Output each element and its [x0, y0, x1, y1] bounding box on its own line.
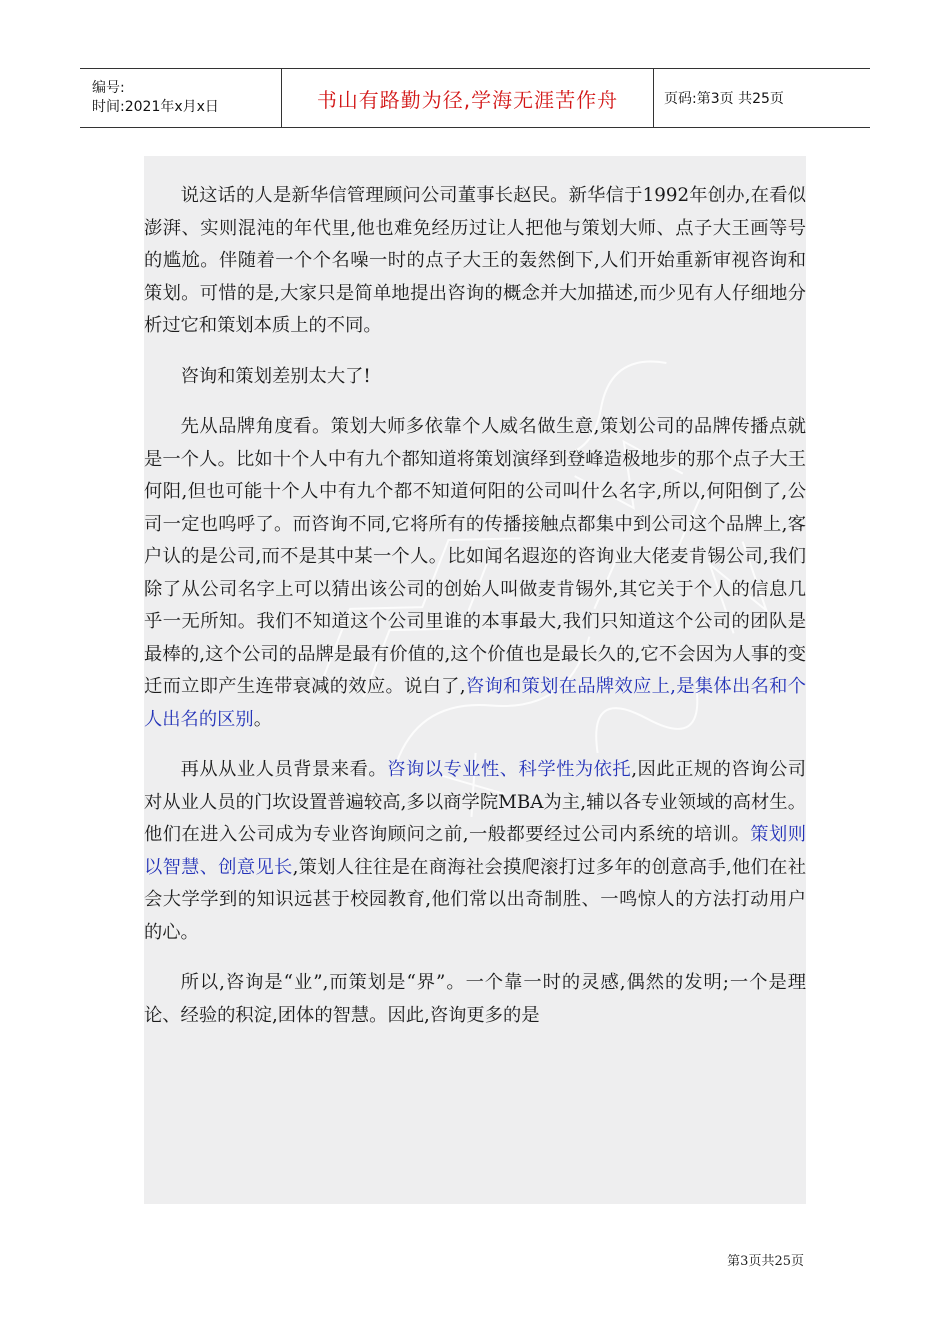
date-label: 时间:2021年x月x日: [92, 99, 219, 115]
highlighted-text: 策划则以智慧、创意见长: [144, 824, 807, 878]
doc-number-label: 编号:: [92, 80, 125, 96]
highlighted-text: 咨询以专业性、科学性为依托: [387, 759, 632, 780]
footer-page-number: 第3页共25页: [727, 1254, 804, 1269]
header-meta: [80, 69, 281, 127]
highlighted-text: 咨询和策划在品牌效应上,是集体出名和个人出名的区别: [144, 676, 807, 730]
paragraph: 再从从业人员背景来看。咨询以专业性、科学性为依托,因此正规的咨询公司对从业人员的门坎设置普遍较高,多以商学院MBA为主,辅以各专业领域的高材生。他们在进入公司成为专业咨询顾问之前,一般都要经过公司内系统的培训。策划则以智慧、创意见长,策划人往往是在商海社会摸爬滚打过多年的创意高手,他们在社会大学学到的知识远甚于校园教育,他们常以出奇制胜、一鸣惊人的方法打动用户的心。: [144, 759, 807, 943]
paragraph: 说这话的人是新华信管理顾问公司董事长赵民。新华信于1992年创办,在看似澎湃、实则混沌的年代里,他也难免经历过让人把他与策划大师、点子大王画等号的尴尬。伴随着一个个名噪一时的点子大王的轰然倒下,人们开始重新审视咨询和策划。可惜的是,大家只是简单地提出咨询的概念并大加描述,而少见有人仔细地分析过它和策划本质上的不同。: [144, 185, 806, 336]
header-motto: 书山有路勤为径,学海无涯苦作舟: [316, 87, 619, 112]
header-motto-cell: [281, 69, 654, 127]
paragraph: 先从品牌角度看。策划大师多依靠个人威名做生意,策划公司的品牌传播点就是一个人。比如十个人中有九个都知道将策划演绎到登峰造极地步的那个点子大王何阳,但也可能十个人中有九个都不知道何阳的公司叫什么名字,所以,何阳倒了,公司一定也呜呼了。而咨询不同,它将所有的传播接触点都集中到公司这个品牌上,客户认的是公司,而不是其中某一个人。比如闻名遐迩的咨询业大佬麦肯锡公司,我们除了从公司名字上可以猜出该公司的创始人叫做麦肯锡外,其它关于个人的信息几乎一无所知。我们不知道这个公司里谁的本事最大,我们只知道这个公司的团队是最棒的,这个公司的品牌是最有价值的,这个价值也是最长久的,它不会因为人事的变迁而立即产生连带衰减的效应。说白了,咨询和策划在品牌效应上,是集体出名和个人出名的区别。: [144, 416, 807, 730]
page-footer: [727, 1250, 804, 1269]
page-header: [80, 68, 870, 128]
header-page-number: 页码:第3页 共25页: [664, 91, 784, 107]
paragraph: 咨询和策划差别太大了!: [180, 365, 371, 387]
header-page-cell: [654, 69, 870, 127]
document-body: [144, 180, 806, 1050]
paragraph: 所以,咨询是“业”,而策划是“界”。一个靠一时的灵感,偶然的发明;一个是理论、经验的积淀,团体的智慧。因此,咨询更多的是: [144, 972, 806, 1026]
